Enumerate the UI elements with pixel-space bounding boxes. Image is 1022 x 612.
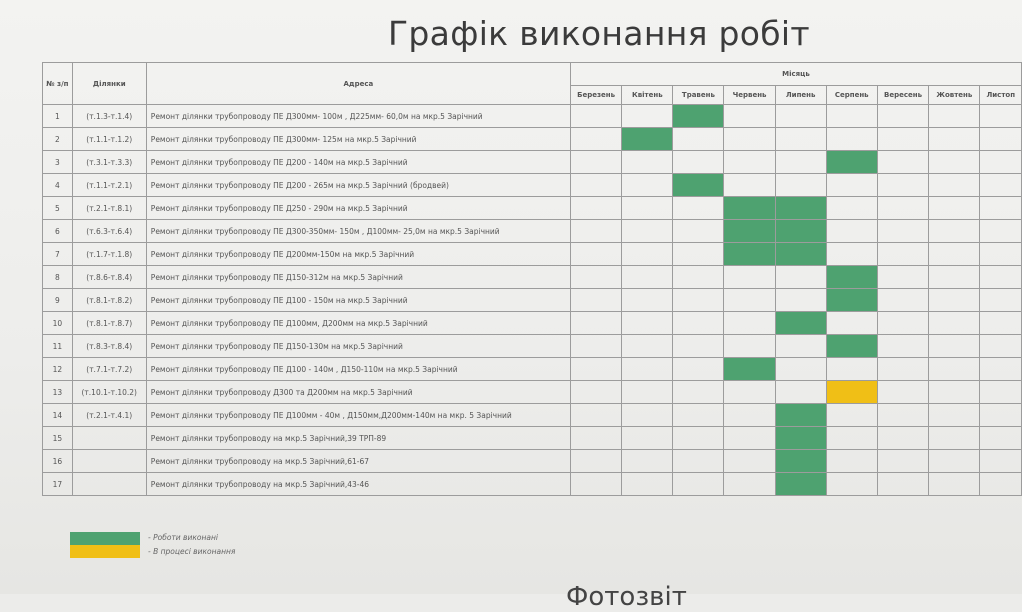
row-address: Ремонт ділянки трубопроводу на мкр.5 Зарічний,61-67 <box>146 450 570 473</box>
row-address: Ремонт ділянки трубопроводу ПЕ Д300-350мм- 150м , Д100мм- 25,0м на мкр.5 Зарічний <box>146 220 570 243</box>
table-row <box>43 312 1022 335</box>
month-cell <box>929 243 980 266</box>
row-number: 9 <box>43 289 73 312</box>
month-cell <box>826 243 877 266</box>
month-cell <box>570 243 621 266</box>
legend-done-label: - Роботи виконані <box>148 533 218 542</box>
row-section: (т.10.1-т.10.2) <box>72 381 146 404</box>
month-cell <box>570 335 621 358</box>
legend-progress-swatch <box>70 545 140 558</box>
month-cell <box>980 243 1022 266</box>
month-cell <box>622 473 673 496</box>
month-cell <box>570 151 621 174</box>
month-cell-done <box>724 197 775 220</box>
month-cell <box>570 450 621 473</box>
month-cell <box>724 404 775 427</box>
month-cell <box>622 197 673 220</box>
month-cell <box>622 427 673 450</box>
table-row <box>43 473 1022 496</box>
row-section: (т.3.1-т.3.3) <box>72 151 146 174</box>
row-number: 8 <box>43 266 73 289</box>
month-cell <box>775 151 826 174</box>
row-section: (т.8.1-т.8.7) <box>72 312 146 335</box>
row-address: Ремонт ділянки трубопроводу ПЕ Д100 - 150м на мкр.5 Зарічний <box>146 289 570 312</box>
month-cell <box>724 427 775 450</box>
month-cell <box>570 197 621 220</box>
month-cell <box>622 220 673 243</box>
month-cell <box>929 197 980 220</box>
month-cell <box>775 381 826 404</box>
month-cell <box>877 450 928 473</box>
month-cell <box>673 243 724 266</box>
row-number: 16 <box>43 450 73 473</box>
month-cell <box>622 335 673 358</box>
month-cell-done <box>673 174 724 197</box>
month-cell <box>622 266 673 289</box>
month-cell <box>929 289 980 312</box>
month-cell-done <box>775 312 826 335</box>
month-cell <box>724 289 775 312</box>
month-cell-done <box>826 335 877 358</box>
month-cell <box>929 105 980 128</box>
month-cell <box>826 105 877 128</box>
table-row <box>43 197 1022 220</box>
row-number: 5 <box>43 197 73 220</box>
month-cell <box>980 473 1022 496</box>
schedule-body <box>43 105 1022 496</box>
month-cell <box>980 266 1022 289</box>
month-cell-done <box>775 427 826 450</box>
month-cell <box>929 358 980 381</box>
month-cell <box>826 473 877 496</box>
header-address: Адреса <box>146 63 570 105</box>
month-cell <box>826 174 877 197</box>
table-row <box>43 266 1022 289</box>
header-month: Липень <box>775 86 826 105</box>
month-cell <box>673 358 724 381</box>
month-cell <box>980 105 1022 128</box>
header-month: Березень <box>570 86 621 105</box>
month-cell <box>877 128 928 151</box>
month-cell <box>929 266 980 289</box>
month-cell <box>622 404 673 427</box>
month-cell <box>673 335 724 358</box>
month-cell <box>622 289 673 312</box>
row-address: Ремонт ділянки трубопроводу ПЕ Д200 - 140м на мкр.5 Зарічний <box>146 151 570 174</box>
month-cell <box>980 151 1022 174</box>
table-row <box>43 174 1022 197</box>
month-cell <box>980 404 1022 427</box>
month-cell-done <box>622 128 673 151</box>
month-cell <box>622 450 673 473</box>
month-cell <box>570 220 621 243</box>
month-cell <box>980 358 1022 381</box>
row-number: 13 <box>43 381 73 404</box>
month-cell <box>673 266 724 289</box>
month-cell <box>673 404 724 427</box>
header-month-group: Місяць <box>570 63 1021 86</box>
month-cell-done <box>724 220 775 243</box>
row-section: (т.1.3-т.1.4) <box>72 105 146 128</box>
month-cell <box>877 335 928 358</box>
month-cell <box>826 404 877 427</box>
month-cell <box>570 289 621 312</box>
header-month: Листоп <box>980 86 1022 105</box>
month-cell <box>673 312 724 335</box>
month-cell <box>877 312 928 335</box>
header-month: Червень <box>724 86 775 105</box>
month-cell-done <box>775 473 826 496</box>
month-cell <box>929 404 980 427</box>
month-cell <box>570 473 621 496</box>
month-cell-done <box>775 404 826 427</box>
row-section <box>72 450 146 473</box>
table-row <box>43 128 1022 151</box>
row-address: Ремонт ділянки трубопроводу ПЕ Д150-312м на мкр.5 Зарічний <box>146 266 570 289</box>
row-section: (т.7.1-т.7.2) <box>72 358 146 381</box>
month-cell <box>622 381 673 404</box>
month-cell <box>929 151 980 174</box>
row-number: 10 <box>43 312 73 335</box>
month-cell <box>570 312 621 335</box>
month-cell <box>877 266 928 289</box>
month-cell <box>673 427 724 450</box>
header-month: Жовтень <box>929 86 980 105</box>
legend-progress-label: - В процесі виконання <box>148 547 236 556</box>
month-cell <box>570 105 621 128</box>
month-cell <box>673 289 724 312</box>
month-cell <box>877 404 928 427</box>
month-cell <box>929 427 980 450</box>
row-address: Ремонт ділянки трубопроводу ПЕ Д100мм, Д200мм на мкр.5 Зарічний <box>146 312 570 335</box>
month-cell <box>775 128 826 151</box>
month-cell <box>570 381 621 404</box>
month-cell <box>980 220 1022 243</box>
row-section: (т.1.7-т.1.8) <box>72 243 146 266</box>
row-section: (т.8.1-т.8.2) <box>72 289 146 312</box>
month-cell <box>877 358 928 381</box>
schedule-table <box>42 62 1022 496</box>
month-cell <box>775 289 826 312</box>
row-address: Ремонт ділянки трубопроводу ПЕ Д300мм- 125м на мкр.5 Зарічний <box>146 128 570 151</box>
month-cell <box>673 220 724 243</box>
month-cell <box>775 174 826 197</box>
month-cell <box>826 358 877 381</box>
month-cell <box>724 450 775 473</box>
row-number: 3 <box>43 151 73 174</box>
legend <box>70 532 236 558</box>
month-cell <box>877 105 928 128</box>
row-address: Ремонт ділянки трубопроводу ПЕ Д100мм - 40м , Д150мм,Д200мм-140м на мкр. 5 Зарічний <box>146 404 570 427</box>
month-cell <box>877 220 928 243</box>
row-address: Ремонт ділянки трубопроводу ПЕ Д200мм-150м на мкр.5 Зарічний <box>146 243 570 266</box>
month-cell <box>980 174 1022 197</box>
month-cell <box>673 128 724 151</box>
month-cell <box>570 266 621 289</box>
month-cell-done <box>775 220 826 243</box>
month-cell <box>673 473 724 496</box>
month-cell <box>980 312 1022 335</box>
row-number: 7 <box>43 243 73 266</box>
month-cell <box>877 473 928 496</box>
header-month: Вересень <box>877 86 928 105</box>
month-cell <box>724 381 775 404</box>
month-cell <box>980 197 1022 220</box>
month-cell <box>826 128 877 151</box>
row-section <box>72 473 146 496</box>
month-cell <box>877 243 928 266</box>
month-cell <box>929 128 980 151</box>
month-cell <box>877 197 928 220</box>
row-number: 1 <box>43 105 73 128</box>
month-cell <box>929 335 980 358</box>
table-row <box>43 404 1022 427</box>
row-number: 15 <box>43 427 73 450</box>
table-row <box>43 243 1022 266</box>
month-cell-done <box>775 197 826 220</box>
month-cell <box>724 105 775 128</box>
month-cell <box>826 450 877 473</box>
bottom-heading: Фотозвіт <box>566 582 687 612</box>
row-section: (т.1.1-т.2.1) <box>72 174 146 197</box>
page-title: Графік виконання робіт <box>388 14 810 53</box>
month-cell <box>775 335 826 358</box>
month-cell <box>570 128 621 151</box>
month-cell <box>775 266 826 289</box>
month-cell <box>673 450 724 473</box>
row-section: (т.2.1-т.4.1) <box>72 404 146 427</box>
header-section: Ділянки <box>72 63 146 105</box>
month-cell <box>877 151 928 174</box>
month-cell-done <box>724 243 775 266</box>
month-cell <box>929 381 980 404</box>
month-cell <box>980 450 1022 473</box>
row-address: Ремонт ділянки трубопроводу ПЕ Д150-130м на мкр.5 Зарічний <box>146 335 570 358</box>
row-number: 14 <box>43 404 73 427</box>
month-cell <box>724 174 775 197</box>
month-cell-done <box>724 358 775 381</box>
month-cell <box>929 312 980 335</box>
month-cell <box>929 473 980 496</box>
row-section: (т.8.6-т.8.4) <box>72 266 146 289</box>
row-address: Ремонт ділянки трубопроводу ПЕ Д200 - 265м на мкр.5 Зарічний (бродвей) <box>146 174 570 197</box>
row-section: (т.2.1-т.8.1) <box>72 197 146 220</box>
row-number: 2 <box>43 128 73 151</box>
row-address: Ремонт ділянки трубопроводу ПЕ Д100 - 140м , Д150-110м на мкр.5 Зарічний <box>146 358 570 381</box>
header-month: Квітень <box>622 86 673 105</box>
month-cell <box>673 151 724 174</box>
row-address: Ремонт ділянки трубопроводу Д300 та Д200мм на мкр.5 Зарічний <box>146 381 570 404</box>
month-cell <box>775 105 826 128</box>
table-row <box>43 335 1022 358</box>
row-number: 11 <box>43 335 73 358</box>
month-cell <box>622 174 673 197</box>
month-cell-done <box>826 151 877 174</box>
table-row <box>43 289 1022 312</box>
month-cell-done <box>775 243 826 266</box>
row-number: 4 <box>43 174 73 197</box>
month-cell <box>570 404 621 427</box>
month-cell <box>826 197 877 220</box>
month-cell <box>826 427 877 450</box>
month-cell <box>622 312 673 335</box>
row-section: (т.6.3-т.6.4) <box>72 220 146 243</box>
row-section: (т.8.3-т.8.4) <box>72 335 146 358</box>
month-cell <box>570 174 621 197</box>
row-number: 17 <box>43 473 73 496</box>
header-num: № з/п <box>43 63 73 105</box>
month-cell <box>570 358 621 381</box>
table-row <box>43 381 1022 404</box>
month-cell <box>622 358 673 381</box>
month-cell <box>929 450 980 473</box>
month-cell <box>877 381 928 404</box>
month-cell <box>775 358 826 381</box>
month-cell <box>929 220 980 243</box>
row-number: 6 <box>43 220 73 243</box>
month-cell <box>826 220 877 243</box>
month-cell <box>826 312 877 335</box>
month-cell <box>980 381 1022 404</box>
legend-done-swatch <box>70 532 140 545</box>
table-row <box>43 105 1022 128</box>
table-row <box>43 220 1022 243</box>
month-cell-done <box>826 289 877 312</box>
table-row <box>43 427 1022 450</box>
header-month: Травень <box>673 86 724 105</box>
month-cell-done <box>826 266 877 289</box>
month-cell <box>724 335 775 358</box>
month-cell <box>724 473 775 496</box>
month-cell <box>724 151 775 174</box>
table-row <box>43 358 1022 381</box>
month-cell-in-progress <box>826 381 877 404</box>
table-row <box>43 450 1022 473</box>
month-cell <box>877 289 928 312</box>
month-cell <box>877 174 928 197</box>
month-cell <box>980 128 1022 151</box>
month-cell <box>724 128 775 151</box>
month-cell <box>877 427 928 450</box>
month-cell <box>929 174 980 197</box>
month-cell <box>980 289 1022 312</box>
row-number: 12 <box>43 358 73 381</box>
row-address: Ремонт ділянки трубопроводу на мкр.5 Зарічний,43-46 <box>146 473 570 496</box>
month-cell <box>724 266 775 289</box>
row-section <box>72 427 146 450</box>
month-cell <box>673 381 724 404</box>
month-cell <box>622 243 673 266</box>
month-cell <box>622 105 673 128</box>
month-cell <box>724 312 775 335</box>
month-cell-done <box>673 105 724 128</box>
header-month: Серпень <box>826 86 877 105</box>
month-cell <box>673 197 724 220</box>
row-address: Ремонт ділянки трубопроводу ПЕ Д300мм- 100м , Д225мм- 60,0м на мкр.5 Зарічний <box>146 105 570 128</box>
month-cell-done <box>775 450 826 473</box>
row-address: Ремонт ділянки трубопроводу ПЕ Д250 - 290м на мкр.5 Зарічний <box>146 197 570 220</box>
table-row <box>43 151 1022 174</box>
month-cell <box>570 427 621 450</box>
month-cell <box>622 151 673 174</box>
row-address: Ремонт ділянки трубопроводу на мкр.5 Зарічний,39 ТРП-89 <box>146 427 570 450</box>
row-section: (т.1.1-т.1.2) <box>72 128 146 151</box>
month-cell <box>980 427 1022 450</box>
month-cell <box>980 335 1022 358</box>
